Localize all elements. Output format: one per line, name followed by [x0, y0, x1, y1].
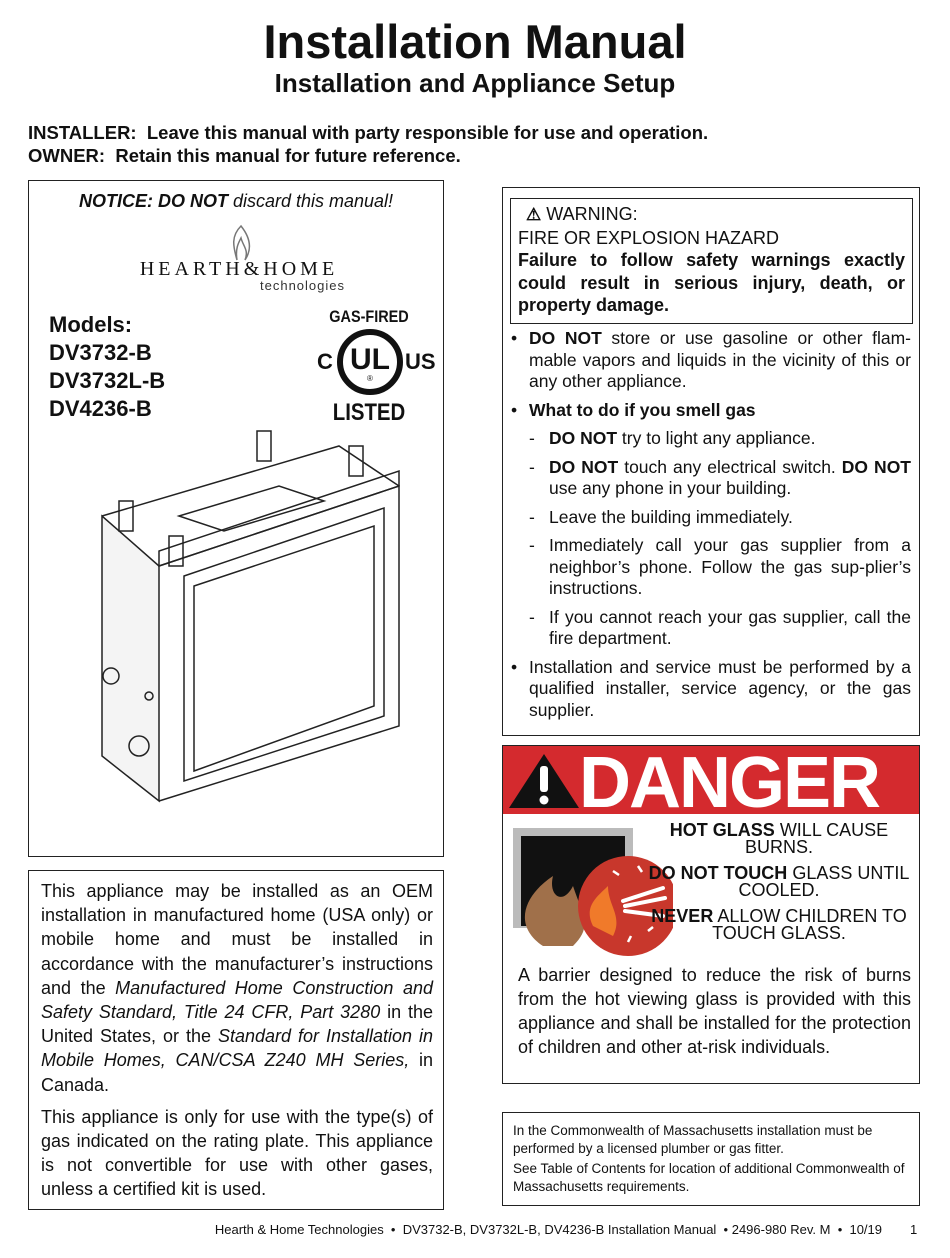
list-item: • What to do if you smell gas	[511, 400, 911, 422]
list-subitem: - Immediately call your gas supplier from a neighbor’s phone. Follow the gas sup-plier’s instructions.	[511, 535, 911, 600]
warning-box	[502, 187, 920, 736]
hearth-home-logo: HEARTH&HOME technologies	[119, 226, 359, 296]
barrier-text: A barrier designed to reduce the risk of burns from the hot viewing glass is provided with this appliance and shall be installed for the protection of children and other at-risk individuals.	[518, 965, 911, 1057]
list-subitem: - DO NOT try to light any appliance.	[511, 428, 911, 450]
danger-header	[503, 743, 919, 823]
danger-word: DANGER	[579, 743, 880, 823]
instructions	[28, 121, 708, 167]
models-list: Models: DV3732-B DV3732L-B DV4236-B	[49, 312, 166, 421]
oem-installation-box	[28, 870, 444, 1210]
page-number: 1	[910, 1222, 918, 1237]
cover-box	[28, 180, 444, 857]
ul-listed-mark: GAS-FIRED UL ® C US LISTED	[317, 307, 436, 426]
gas-type-paragraph: This appliance is only for use with the type(s) of gas indicated on the rating plate. This appliance is not convertible for use with other gases, unless a certified kit is used.	[41, 1106, 433, 1200]
list-subitem: - Leave the building immediately.	[511, 507, 911, 529]
warning-header: ⚠ WARNING: FIRE OR EXPLOSION HAZARD Failure to follow safety warnings exactly could result in serious injury, death, or property damage.	[510, 198, 913, 324]
owner-line: OWNER: Retain this manual for future reference.	[28, 145, 461, 166]
list-subitem: - DO NOT touch any electrical switch. DO NOT use any phone in your building.	[511, 457, 911, 500]
fireplace-illustration	[99, 426, 429, 806]
massachusetts-note: In the Commonwealth of Massachusetts installation must be performed by a licensed plumber or gas fitter. See Table of Contents for location of additional Commonwealth of Massachusetts requirements.	[502, 1112, 920, 1206]
model: DV4236-B	[49, 396, 152, 421]
danger-messages: HOT GLASS WILL CAUSE BURNS. DO NOT TOUCH GLASS UNTIL COOLED. NEVER ALLOW CHILDREN TO TOUCH GLASS.	[648, 820, 910, 943]
footer-text: Hearth & Home Technologies • DV3732-B, DV3732L-B, DV4236-B Installation Manual • 2496-980 Rev. M • 10/19	[214, 1222, 882, 1237]
list-item: • DO NOT store or use gasoline or other flam-mable vapors and liquids in the vicinity of this or any other appliance.	[511, 328, 911, 393]
list-subitem: - If you cannot reach your gas supplier, call the fire department.	[511, 607, 911, 650]
warning-triangle-icon: ⚠	[526, 205, 542, 224]
page-title: Installation Manual	[263, 15, 687, 68]
model: DV3732L-B	[49, 368, 166, 393]
model: DV3732-B	[49, 340, 152, 365]
warning-list	[511, 328, 911, 728]
oem-paragraph: This appliance may be installed as an OEM installation in manufactured home (USA only) or mobile home and must be installed in accordance with the manufacturer’s instructions and the Manufactured Home Construction and Safety Standard, Title 24 CFR, Part 3280 in the United States, or the Standard for Installation in Mobile Homes, CAN/CSA Z240 MH Series, in Canada.	[41, 881, 434, 1095]
installer-line: INSTALLER: Leave this manual with party responsible for use and operation.	[28, 122, 709, 143]
danger-box	[502, 745, 920, 1084]
list-item: • Installation and service must be performed by a qualified installer, service agency, or the gas supplier.	[511, 657, 911, 722]
page-subtitle: Installation and Appliance Setup	[274, 68, 676, 98]
flame-icon	[227, 224, 253, 262]
danger-exclamation-icon	[507, 752, 581, 810]
notice: NOTICE: DO NOT discard this manual!	[78, 191, 394, 211]
